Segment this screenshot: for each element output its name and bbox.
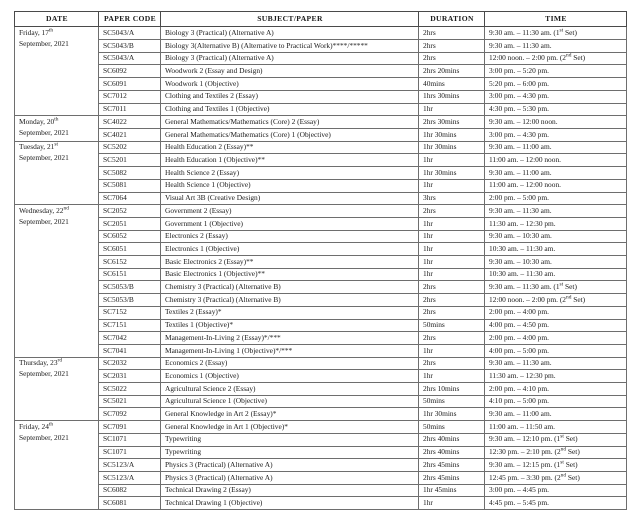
time-text: 4:30 pm. – 5:30 pm. bbox=[489, 104, 549, 114]
cell-duration: 50mins bbox=[419, 319, 485, 332]
time-text: 11:00 am. – 11:50 am. bbox=[489, 421, 555, 431]
cell-code: SC6091 bbox=[99, 78, 161, 91]
cell-subject: Agricultural Science 1 (Objective) bbox=[161, 395, 419, 408]
cell-time bbox=[485, 459, 627, 472]
time-text: 9:30 am. – 12:10 pm. (1 bbox=[489, 434, 561, 444]
time-text: 9:30 am. – 11:30 am. bbox=[489, 205, 552, 215]
table-row bbox=[15, 281, 627, 294]
cell-time bbox=[485, 446, 627, 459]
cell-date bbox=[15, 27, 99, 116]
cell-duration: 2hrs bbox=[419, 332, 485, 345]
cell-subject: Physics 3 (Practical) (Alternative A) bbox=[161, 471, 419, 484]
table-row bbox=[15, 357, 627, 370]
table-row bbox=[15, 319, 627, 332]
cell-code: SC2032 bbox=[99, 357, 161, 370]
cell-subject: Electronics 2 (Essay) bbox=[161, 230, 419, 243]
cell-duration: 2hrs 10mins bbox=[419, 383, 485, 396]
cell-duration: 2hrs 20mins bbox=[419, 65, 485, 78]
table-row bbox=[15, 471, 627, 484]
cell-time bbox=[485, 129, 627, 142]
time-set-ordinal-suffix: nd bbox=[560, 472, 567, 479]
table-row bbox=[15, 78, 627, 91]
time-text: 11:30 am. – 12:30 pm. bbox=[489, 370, 556, 380]
cell-duration: 1hr bbox=[419, 230, 485, 243]
table-row bbox=[15, 27, 627, 40]
cell-date bbox=[15, 357, 99, 421]
table-row bbox=[15, 230, 627, 243]
cell-duration: 2hrs bbox=[419, 52, 485, 65]
cell-time bbox=[485, 103, 627, 116]
date-month-year: September, 2021 bbox=[19, 368, 69, 378]
cell-duration: 1hr bbox=[419, 370, 485, 383]
date-ordinal-suffix: th bbox=[48, 421, 54, 428]
cell-code: SC5021 bbox=[99, 395, 161, 408]
date-ordinal-suffix: rd bbox=[57, 357, 63, 364]
time-text: 9:30 am. – 11:30 am. bbox=[489, 40, 552, 50]
cell-duration: 1hr 30mins bbox=[419, 129, 485, 142]
table-row bbox=[15, 395, 627, 408]
cell-date bbox=[15, 141, 99, 205]
cell-duration: 1hr bbox=[419, 344, 485, 357]
time-text: 10:30 am. – 11:30 am. bbox=[489, 243, 556, 253]
table-row bbox=[15, 116, 627, 129]
cell-code: SC7042 bbox=[99, 332, 161, 345]
cell-code: SC7012 bbox=[99, 90, 161, 103]
cell-duration: 2hrs 40mins bbox=[419, 433, 485, 446]
cell-time bbox=[485, 167, 627, 180]
cell-code: SC6081 bbox=[99, 497, 161, 510]
column-header-subject: SUBJECT/PAPER bbox=[161, 12, 419, 27]
cell-code: SC5082 bbox=[99, 167, 161, 180]
time-set-tail: Set) bbox=[563, 282, 577, 292]
date-month-year: September, 2021 bbox=[19, 216, 69, 226]
cell-subject: General Knowledge in Art 2 (Essay)* bbox=[161, 408, 419, 421]
cell-code: SC4022 bbox=[99, 116, 161, 129]
cell-duration: 3hrs bbox=[419, 192, 485, 205]
column-header-date: DATE bbox=[15, 12, 99, 27]
table-row bbox=[15, 408, 627, 421]
time-text: 2:00 pm. – 5:00 pm. bbox=[489, 193, 549, 203]
cell-time bbox=[485, 497, 627, 510]
cell-subject: Chemistry 3 (Practical) (Alternative B) bbox=[161, 294, 419, 307]
table-row bbox=[15, 370, 627, 383]
cell-code: SC5043/A bbox=[99, 52, 161, 65]
time-text: 9:30 am. – 10:30 am. bbox=[489, 256, 552, 266]
cell-subject: Agricultural Science 2 (Essay) bbox=[161, 383, 419, 396]
cell-subject: Typewriting bbox=[161, 433, 419, 446]
cell-time bbox=[485, 217, 627, 230]
time-text: 4:00 pm. – 5:00 pm. bbox=[489, 345, 549, 355]
table-row bbox=[15, 217, 627, 230]
cell-subject: Management-In-Living 2 (Essay)*/*** bbox=[161, 332, 419, 345]
time-text: 2:00 pm. – 4:00 pm. bbox=[489, 332, 549, 342]
cell-subject: Physics 3 (Practical) (Alternative A) bbox=[161, 459, 419, 472]
cell-time bbox=[485, 357, 627, 370]
cell-duration: 1hr bbox=[419, 154, 485, 167]
time-text: 4:00 pm. – 4:50 pm. bbox=[489, 320, 549, 330]
cell-subject: Economics 1 (Objective) bbox=[161, 370, 419, 383]
cell-duration: 2hrs 45mins bbox=[419, 459, 485, 472]
cell-code: SC7064 bbox=[99, 192, 161, 205]
cell-duration: 2hrs bbox=[419, 306, 485, 319]
table-row bbox=[15, 306, 627, 319]
cell-duration: 50mins bbox=[419, 421, 485, 434]
cell-time bbox=[485, 408, 627, 421]
table-header bbox=[15, 12, 627, 27]
cell-time bbox=[485, 116, 627, 129]
cell-subject: Biology 3 (Practical) (Alternative A) bbox=[161, 52, 419, 65]
cell-code: SC2052 bbox=[99, 205, 161, 218]
cell-duration: 2hrs bbox=[419, 281, 485, 294]
cell-subject: Health Science 2 (Essay) bbox=[161, 167, 419, 180]
time-set-tail: Set) bbox=[563, 434, 578, 444]
cell-subject: General Mathematics/Mathematics (Core) 1 (Objective) bbox=[161, 129, 419, 142]
time-text: 3:00 pm. – 4:30 pm. bbox=[489, 129, 549, 139]
cell-subject: Textiles 1 (Objective)* bbox=[161, 319, 419, 332]
time-text: 9:30 am. – 11:30 am. bbox=[489, 358, 552, 368]
cell-code: SC6052 bbox=[99, 230, 161, 243]
cell-code: SC7091 bbox=[99, 421, 161, 434]
cell-duration: 1hr 30mins bbox=[419, 167, 485, 180]
cell-code: SC4021 bbox=[99, 129, 161, 142]
table-row bbox=[15, 40, 627, 53]
time-text: 12:45 pm. – 3:30 pm. (2 bbox=[489, 472, 561, 482]
cell-code: SC7152 bbox=[99, 306, 161, 319]
cell-subject: Government 1 (Objective) bbox=[161, 217, 419, 230]
time-text: 4:10 pm. – 5:00 pm. bbox=[489, 396, 549, 406]
cell-time bbox=[485, 268, 627, 281]
time-set-ordinal-suffix: st bbox=[559, 281, 564, 288]
cell-duration: 1hr bbox=[419, 243, 485, 256]
cell-date bbox=[15, 421, 99, 510]
cell-code: SC5123/A bbox=[99, 459, 161, 472]
time-set-ordinal-suffix: nd bbox=[566, 52, 572, 59]
cell-subject: Health Education 1 (Objective)** bbox=[161, 154, 419, 167]
time-text: 9:30 am. – 10:30 am. bbox=[489, 231, 552, 241]
date-day: Thursday, 23 bbox=[19, 358, 58, 368]
time-text: 9:30 am. – 11:00 am. bbox=[489, 167, 552, 177]
date-day: Monday, 20 bbox=[19, 116, 55, 126]
cell-subject: Visual Art 3B (Creative Design) bbox=[161, 192, 419, 205]
date-month-year: September, 2021 bbox=[19, 127, 69, 137]
cell-subject: Health Science 1 (Objective) bbox=[161, 179, 419, 192]
cell-date bbox=[15, 116, 99, 141]
time-text: 5:20 pm. – 6:00 pm. bbox=[489, 78, 549, 88]
table-row bbox=[15, 383, 627, 396]
cell-code: SC5043/B bbox=[99, 40, 161, 53]
cell-duration: 2hrs bbox=[419, 357, 485, 370]
cell-code: SC5022 bbox=[99, 383, 161, 396]
cell-time bbox=[485, 141, 627, 154]
cell-subject: Textiles 2 (Essay)* bbox=[161, 306, 419, 319]
cell-duration: 40mins bbox=[419, 78, 485, 91]
cell-duration: 1hrs 30mins bbox=[419, 90, 485, 103]
time-set-ordinal-suffix: st bbox=[560, 459, 564, 466]
time-text: 2:00 pm. – 4:10 pm. bbox=[489, 383, 549, 393]
table-row bbox=[15, 243, 627, 256]
table-row bbox=[15, 52, 627, 65]
cell-subject: Technical Drawing 2 (Essay) bbox=[161, 484, 419, 497]
cell-duration: 1hr bbox=[419, 103, 485, 116]
time-text: 9:30 am. – 12:00 noon. bbox=[489, 116, 558, 126]
cell-subject: Basic Electronics 1 (Objective)** bbox=[161, 268, 419, 281]
cell-code: SC2031 bbox=[99, 370, 161, 383]
cell-subject: Chemistry 3 (Practical) (Alternative B) bbox=[161, 281, 419, 294]
cell-time bbox=[485, 243, 627, 256]
time-text: 9:30 am. – 11:30 am. (1 bbox=[489, 282, 560, 292]
cell-code: SC6151 bbox=[99, 268, 161, 281]
time-text: 12:00 noon. – 2:00 pm. (2 bbox=[489, 294, 566, 304]
time-set-ordinal-suffix: nd bbox=[560, 446, 567, 453]
cell-duration: 2hrs bbox=[419, 40, 485, 53]
cell-time bbox=[485, 383, 627, 396]
cell-duration: 1hr bbox=[419, 256, 485, 269]
cell-duration: 2hrs bbox=[419, 205, 485, 218]
date-ordinal-suffix: th bbox=[54, 116, 59, 123]
table-row bbox=[15, 167, 627, 180]
column-header-duration: DURATION bbox=[419, 12, 485, 27]
cell-time bbox=[485, 256, 627, 269]
cell-duration: 2hrs 30mins bbox=[419, 116, 485, 129]
cell-subject: Biology 3(Alternative B) (Alternative to Practical Work)****/***** bbox=[161, 40, 419, 53]
cell-subject: Economics 2 (Essay) bbox=[161, 357, 419, 370]
cell-duration: 2hrs bbox=[419, 27, 485, 40]
cell-time bbox=[485, 192, 627, 205]
cell-code: SC5043/A bbox=[99, 27, 161, 40]
cell-code: SC5053/B bbox=[99, 294, 161, 307]
cell-time bbox=[485, 179, 627, 192]
cell-time bbox=[485, 90, 627, 103]
cell-code: SC7041 bbox=[99, 344, 161, 357]
cell-subject: Basic Electronics 2 (Essay)** bbox=[161, 256, 419, 269]
date-day: Friday, 17 bbox=[19, 27, 49, 37]
table-row bbox=[15, 446, 627, 459]
cell-time bbox=[485, 294, 627, 307]
date-ordinal-suffix: nd bbox=[63, 205, 69, 212]
cell-time bbox=[485, 370, 627, 383]
table-row bbox=[15, 179, 627, 192]
cell-time bbox=[485, 281, 627, 294]
cell-time bbox=[485, 332, 627, 345]
cell-time bbox=[485, 306, 627, 319]
date-day: Wednesday, 22 bbox=[19, 205, 64, 215]
time-set-tail: Set) bbox=[566, 447, 580, 457]
cell-subject: Biology 3 (Practical) (Alternative A) bbox=[161, 27, 419, 40]
cell-duration: 2hrs 45mins bbox=[419, 471, 485, 484]
cell-subject: Electronics 1 (Objective) bbox=[161, 243, 419, 256]
cell-code: SC7011 bbox=[99, 103, 161, 116]
time-set-ordinal-suffix: st bbox=[559, 27, 564, 34]
cell-time bbox=[485, 52, 627, 65]
table-row bbox=[15, 90, 627, 103]
table-row bbox=[15, 497, 627, 510]
header-row bbox=[15, 12, 627, 27]
cell-subject: Typewriting bbox=[161, 446, 419, 459]
time-text: 10:30 am. – 11:30 am. bbox=[489, 269, 556, 279]
time-text: 11:00 am. – 12:00 noon. bbox=[489, 180, 561, 190]
table-row bbox=[15, 459, 627, 472]
time-text: 11:30 am. – 12:30 pm. bbox=[489, 218, 556, 228]
table-body bbox=[15, 27, 627, 510]
cell-time bbox=[485, 154, 627, 167]
cell-time bbox=[485, 78, 627, 91]
cell-time bbox=[485, 471, 627, 484]
cell-time bbox=[485, 395, 627, 408]
time-text: 4:45 pm. – 5:45 pm. bbox=[489, 497, 549, 507]
cell-time bbox=[485, 40, 627, 53]
date-month-year: September, 2021 bbox=[19, 38, 69, 48]
table-row bbox=[15, 256, 627, 269]
table-row bbox=[15, 65, 627, 78]
date-ordinal-suffix: th bbox=[48, 27, 54, 34]
table-row bbox=[15, 154, 627, 167]
cell-time bbox=[485, 484, 627, 497]
cell-subject: Clothing and Textiles 1 (Objective) bbox=[161, 103, 419, 116]
cell-duration: 1hr 30mins bbox=[419, 141, 485, 154]
cell-subject: Management-In-Living 1 (Objective)*/*** bbox=[161, 344, 419, 357]
table-row bbox=[15, 205, 627, 218]
cell-code: SC5201 bbox=[99, 154, 161, 167]
time-text: 3:00 pm. – 4:45 pm. bbox=[489, 485, 549, 495]
cell-code: SC5202 bbox=[99, 141, 161, 154]
cell-subject: General Knowledge in Art 1 (Objective)* bbox=[161, 421, 419, 434]
time-set-ordinal-suffix: st bbox=[560, 434, 564, 440]
cell-subject: Government 2 (Essay) bbox=[161, 205, 419, 218]
column-header-time: TIME bbox=[485, 12, 627, 27]
time-set-tail: Set) bbox=[571, 53, 586, 63]
table-row bbox=[15, 129, 627, 142]
cell-time bbox=[485, 27, 627, 40]
cell-code: SC1071 bbox=[99, 446, 161, 459]
time-set-ordinal-suffix: nd bbox=[566, 294, 572, 301]
cell-subject: Technical Drawing 1 (Objective) bbox=[161, 497, 419, 510]
cell-code: SC5123/A bbox=[99, 471, 161, 484]
exam-timetable bbox=[14, 11, 627, 510]
cell-code: SC6092 bbox=[99, 65, 161, 78]
time-text: 12:00 noon. – 2:00 pm. (2 bbox=[489, 53, 566, 63]
date-ordinal-suffix: st bbox=[54, 141, 58, 148]
time-text: 12:30 pm. – 2:10 pm. (2 bbox=[489, 447, 561, 457]
time-text: 9:30 am. – 12:15 pm. (1 bbox=[489, 459, 561, 469]
table-row bbox=[15, 294, 627, 307]
cell-subject: Woodwork 1 (Objective) bbox=[161, 78, 419, 91]
time-text: 3:00 pm. – 5:20 pm. bbox=[489, 66, 549, 76]
table-row bbox=[15, 141, 627, 154]
cell-subject: General Mathematics/Mathematics (Core) 2 (Essay) bbox=[161, 116, 419, 129]
cell-code: SC1071 bbox=[99, 433, 161, 446]
table-row bbox=[15, 332, 627, 345]
cell-subject: Health Education 2 (Essay)** bbox=[161, 141, 419, 154]
table-row bbox=[15, 484, 627, 497]
time-set-tail: Set) bbox=[563, 27, 577, 37]
cell-code: SC7151 bbox=[99, 319, 161, 332]
cell-code: SC5081 bbox=[99, 179, 161, 192]
table-row bbox=[15, 433, 627, 446]
cell-duration: 2hrs 40mins bbox=[419, 446, 485, 459]
time-set-tail: Set) bbox=[563, 459, 578, 469]
date-day: Tuesday, 21 bbox=[19, 142, 55, 152]
cell-code: SC2051 bbox=[99, 217, 161, 230]
table-row bbox=[15, 268, 627, 281]
cell-duration: 1hr bbox=[419, 497, 485, 510]
time-text: 9:30 am. – 11:00 am. bbox=[489, 142, 552, 152]
cell-time bbox=[485, 205, 627, 218]
cell-time bbox=[485, 65, 627, 78]
cell-time bbox=[485, 433, 627, 446]
time-text: 9:30 am. – 11:00 am. bbox=[489, 409, 552, 419]
time-set-tail: Set) bbox=[571, 294, 586, 304]
cell-time bbox=[485, 319, 627, 332]
cell-date bbox=[15, 205, 99, 357]
table-row bbox=[15, 192, 627, 205]
time-text: 3:00 pm. – 4:30 pm. bbox=[489, 91, 549, 101]
column-header-paper-code: PAPER CODE bbox=[99, 12, 161, 27]
cell-duration: 1hr bbox=[419, 179, 485, 192]
cell-duration: 2hrs bbox=[419, 294, 485, 307]
cell-time bbox=[485, 344, 627, 357]
cell-subject: Woodwork 2 (Essay and Design) bbox=[161, 65, 419, 78]
cell-time bbox=[485, 421, 627, 434]
table-row bbox=[15, 344, 627, 357]
table-row bbox=[15, 421, 627, 434]
cell-code: SC7092 bbox=[99, 408, 161, 421]
time-text: 11:00 am. – 12:00 noon. bbox=[489, 155, 561, 164]
cell-code: SC6051 bbox=[99, 243, 161, 256]
cell-code: SC6082 bbox=[99, 484, 161, 497]
cell-subject: Clothing and Textiles 2 (Essay) bbox=[161, 90, 419, 103]
cell-duration: 1hr 45mins bbox=[419, 484, 485, 497]
cell-duration: 50mins bbox=[419, 395, 485, 408]
time-set-tail: Set) bbox=[566, 472, 580, 482]
time-text: 2:00 pm. – 4:00 pm. bbox=[489, 307, 549, 317]
date-day: Friday, 24 bbox=[19, 421, 49, 431]
cell-duration: 1hr bbox=[419, 217, 485, 230]
date-month-year: September, 2021 bbox=[19, 432, 69, 442]
date-month-year: September, 2021 bbox=[19, 153, 69, 163]
cell-time bbox=[485, 230, 627, 243]
time-text: 9:30 am. – 11:30 am. (1 bbox=[489, 27, 560, 37]
cell-code: SC6152 bbox=[99, 256, 161, 269]
cell-duration: 1hr 30mins bbox=[419, 408, 485, 421]
cell-duration: 1hr bbox=[419, 268, 485, 281]
table-row bbox=[15, 103, 627, 116]
cell-code: SC5053/B bbox=[99, 281, 161, 294]
